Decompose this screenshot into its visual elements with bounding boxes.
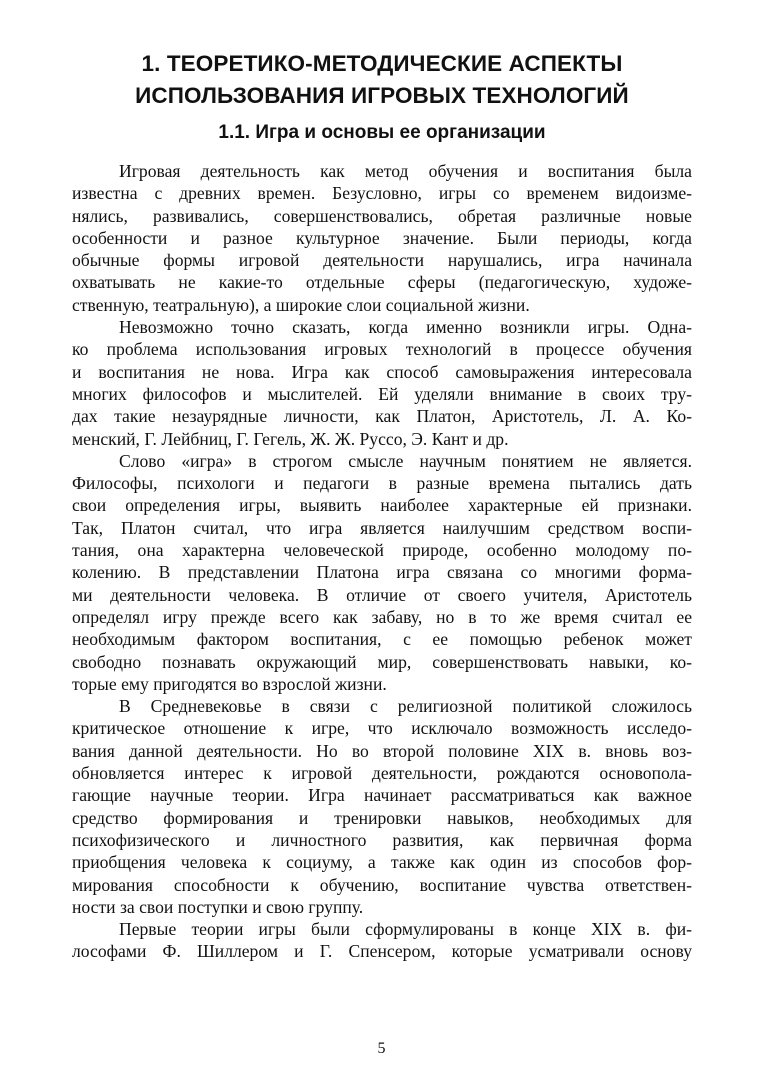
- text-line: охватывать не какие-то отдельные сферы (педагогическую, художе-: [72, 272, 692, 293]
- text-line: вания данной деятельности. Но во второй половине XIX в. вновь воз-: [72, 740, 692, 761]
- text-line: лософами Ф. Шиллером и Г. Спенсером, которые усматривали основу: [72, 941, 692, 962]
- text-line: свободно познавать окружающий мир, совершенствовать навыки, ко-: [72, 651, 692, 672]
- text-line: ми деятельности человека. В отличие от своего учителя, Аристотель: [72, 584, 692, 605]
- text-line: свои определения игры, выявить наиболее характерные ей признаки.: [72, 495, 692, 516]
- text-line: Слово «игра» в строгом смысле научным понятием не является.: [119, 450, 692, 471]
- paragraph: [72, 918, 692, 963]
- text-line: Первые теории игры были сформулированы в конце XIX в. фи-: [119, 919, 692, 940]
- text-line: и воспитания не нова. Игра как способ самовыражения интересовала: [72, 361, 692, 382]
- chapter-title: [72, 48, 692, 112]
- section-title: 1.1. Игра и основы ее организации: [218, 122, 546, 143]
- paragraph: [72, 695, 692, 918]
- text-line: тания, она характерна человеческой природе, особенно молодому по-: [72, 540, 692, 561]
- text-line: колению. В представлении Платона игра связана со многими форма-: [72, 562, 692, 583]
- text-line: гающие научные теории. Игра начинает рассматриваться как важное: [72, 785, 692, 806]
- text-line: ко проблема использования игровых технологий в процессе обучения: [72, 339, 692, 360]
- text-line: торые ему пригодятся во взрослой жизни.: [72, 673, 387, 694]
- page-content: [72, 48, 692, 963]
- text-line: средство формирования и тренировки навыков, необходимых для: [72, 807, 692, 828]
- text-line: ственную, театральную), а широкие слои социальной жизни.: [72, 294, 530, 315]
- text-line: менский, Г. Лейбниц, Г. Гегель, Ж. Ж. Руссо, Э. Кант и др.: [72, 428, 509, 449]
- text-line: обновляется интерес к игровой деятельности, рождаются основопола-: [72, 763, 692, 784]
- text-line: Невозможно точно сказать, когда именно возникли игры. Одна-: [119, 317, 692, 338]
- text-line: критическое отношение к игре, что исключало возможность исследо-: [72, 718, 692, 739]
- text-line: нялись, развивались, совершенствовались, обретая различные новые: [72, 205, 692, 226]
- text-line: многих философов и мыслителей. Ей уделяли внимание в своих тру-: [72, 383, 692, 404]
- body-text: [72, 160, 692, 963]
- text-line: Так, Платон считал, что игра является наилучшим средством воспи-: [72, 517, 692, 538]
- text-line: мирования способности к обучению, воспитание чувства ответствен-: [72, 874, 692, 895]
- text-line: определял игру прежде всего как забаву, но в то же время считал ее: [72, 606, 692, 627]
- paragraph: [72, 316, 692, 450]
- text-line: обычные формы игровой деятельности нарушались, игра начинала: [72, 250, 692, 271]
- text-line: Игровая деятельность как метод обучения и воспитания была: [119, 161, 692, 181]
- text-line: особенности и разное культурное значение. Были периоды, когда: [72, 227, 692, 248]
- text-line: Философы, психологи и педагоги в разные времена пытались дать: [72, 473, 692, 494]
- text-line: психофизического и личностного развития, как первичная форма: [72, 829, 692, 850]
- chapter-title-line: 1. ТЕОРЕТИКО-МЕТОДИЧЕСКИЕ АСПЕКТЫ: [141, 51, 623, 76]
- page-number: 5: [377, 1040, 386, 1057]
- paragraph: [72, 450, 692, 695]
- text-line: В Средневековье в связи с религиозной политикой сложилось: [119, 696, 692, 717]
- text-line: приобщения человека к социуму, а также как один из способов фор-: [72, 852, 692, 873]
- text-line: ности за свои поступки и свою группу.: [72, 896, 364, 917]
- text-line: дах такие незаурядные личности, как Платон, Аристотель, Л. А. Ко-: [72, 406, 692, 427]
- text-line: известна с древних времен. Безусловно, игры со временем видоизме-: [72, 183, 692, 204]
- paragraph: [72, 160, 692, 316]
- text-line: необходимым фактором воспитания, с ее помощью ребенок может: [72, 629, 692, 650]
- chapter-title-line: ИСПОЛЬЗОВАНИЯ ИГРОВЫХ ТЕХНОЛОГИЙ: [135, 83, 629, 108]
